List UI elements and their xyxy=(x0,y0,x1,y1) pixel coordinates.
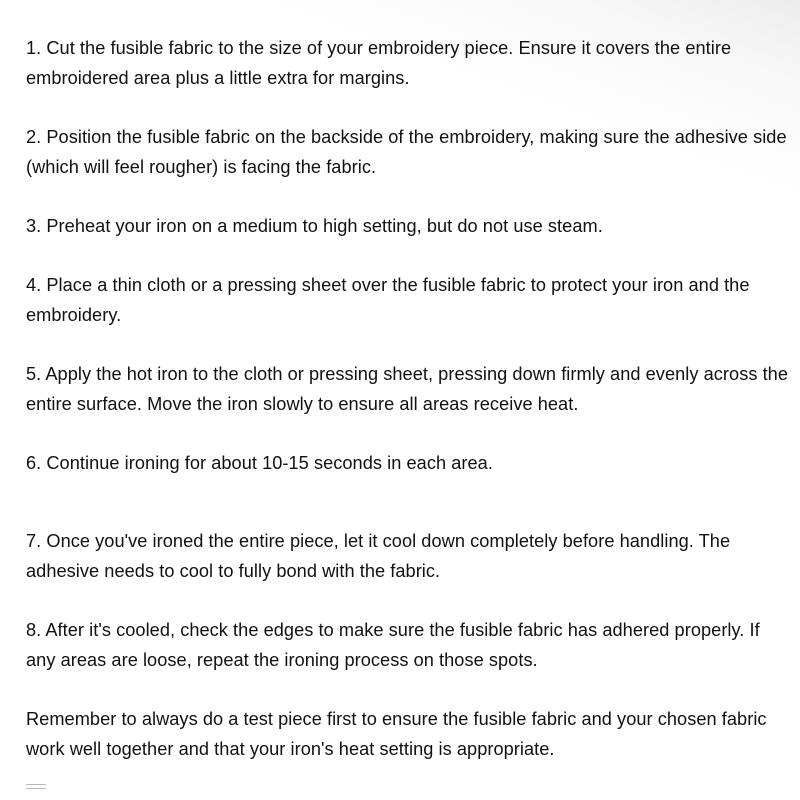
step-5-paragraph: 5. Apply the hot iron to the cloth or pressing sheet, pressing down firmly and evenly across the entire surface. Move the iron slowly to ensure all areas receive heat. xyxy=(26,364,789,414)
footer-divider xyxy=(26,784,46,785)
step-6-paragraph: 6. Continue ironing for about 10-15 seconds in each area. xyxy=(26,453,493,473)
closing-reminder-paragraph: Remember to always do a test piece first to ensure the fusible fabric and your chosen fabric work well together and that your iron's heat setting is appropriate. xyxy=(26,709,767,759)
step-4-paragraph: 4. Place a thin cloth or a pressing sheet over the fusible fabric to protect your iron and the embroidery. xyxy=(26,275,750,325)
step-7-paragraph: 7. Once you've ironed the entire piece, let it cool down completely before handling. The adhesive needs to cool to fully bond with the fabric. xyxy=(26,531,731,581)
step-1-paragraph: 1. Cut the fusible fabric to the size of your embroidery piece. Ensure it covers the entire embroidered area plus a little extra for margins. xyxy=(26,38,732,88)
step-3-paragraph: 3. Preheat your iron on a medium to high setting, but do not use steam. xyxy=(26,216,603,236)
instructions-document xyxy=(26,33,792,793)
step-8-paragraph: 8. After it's cooled, check the edges to make sure the fusible fabric has adhered properly. If any areas are loose, repeat the ironing process on those spots. xyxy=(26,620,760,670)
step-2-paragraph: 2. Position the fusible fabric on the backside of the embroidery, making sure the adhesive side (which will feel rougher) is facing the fabric. xyxy=(26,127,787,177)
